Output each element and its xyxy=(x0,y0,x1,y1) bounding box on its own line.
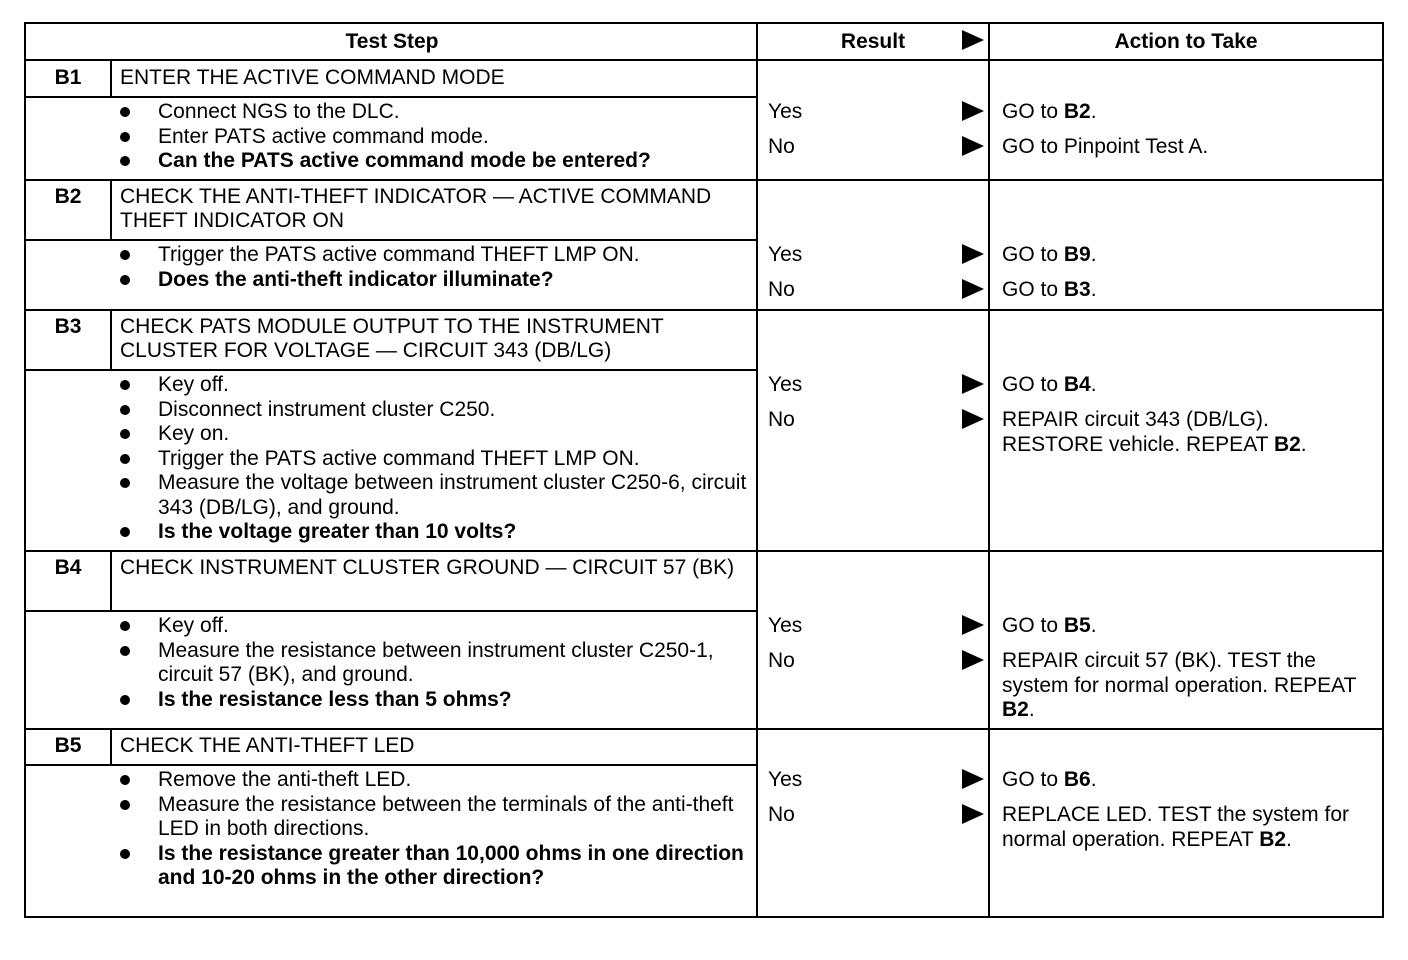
action-text xyxy=(1002,768,1372,793)
action-text xyxy=(1002,649,1372,723)
result-yes: Yes xyxy=(768,243,803,266)
result-arrow-icon xyxy=(962,244,984,264)
step-procedure-list xyxy=(116,243,766,292)
step-id-divider xyxy=(110,728,112,764)
step-title-underline xyxy=(26,239,758,241)
step-instruction xyxy=(116,614,766,639)
step-id: B5 xyxy=(54,734,82,757)
step-procedure-list xyxy=(116,614,766,712)
step-question xyxy=(116,520,766,545)
action-text-main: GO to xyxy=(1002,614,1064,637)
action-text-end: . xyxy=(1090,768,1097,791)
result-no: No xyxy=(768,649,795,672)
bullet-text: Can the PATS active command mode be entered? xyxy=(158,149,651,172)
step-title-underline xyxy=(26,96,758,98)
action-text xyxy=(1002,373,1372,398)
result-yes: Yes xyxy=(768,614,803,637)
result-arrow-icon xyxy=(962,650,984,670)
result-arrow-icon xyxy=(962,101,984,121)
result-no: No xyxy=(768,135,795,158)
action-text-main: REPAIR circuit 57 (BK). TEST the system for normal operation. REPEAT xyxy=(1002,649,1357,697)
step-question xyxy=(116,149,766,174)
bullet-text: Measure the resistance between the terminals of the anti-theft LED in both directions. xyxy=(158,792,734,840)
step-instruction xyxy=(116,398,766,423)
bullet-text: Key off. xyxy=(158,614,229,637)
step-id-divider xyxy=(110,179,112,239)
result-arrow-icon xyxy=(962,804,984,824)
step-procedure-list xyxy=(116,373,766,545)
step-instruction xyxy=(116,243,766,268)
action-text-main: GO to xyxy=(1002,768,1064,791)
step-title-underline xyxy=(26,610,758,612)
step-row-divider xyxy=(26,179,1382,181)
step-instruction xyxy=(116,100,766,125)
header-divider xyxy=(26,59,1382,61)
step-title-underline xyxy=(26,764,758,766)
step-instruction xyxy=(116,793,766,842)
bullet-icon xyxy=(120,478,130,488)
action-step-ref: B2 xyxy=(1259,827,1287,851)
step-title: CHECK THE ANTI-THEFT LED xyxy=(120,734,415,757)
bullet-icon xyxy=(120,849,130,859)
step-instruction xyxy=(116,471,766,520)
step-id: B2 xyxy=(54,185,82,208)
bullet-icon xyxy=(120,800,130,810)
action-step-ref: B5 xyxy=(1063,614,1091,637)
action-text xyxy=(1002,803,1372,852)
action-text-end: . xyxy=(1286,827,1292,851)
header-test-step: Test Step xyxy=(345,30,439,53)
step-title: CHECK INSTRUMENT CLUSTER GROUND — CIRCUIT 57 (BK) xyxy=(120,556,735,579)
bullet-text: Measure the voltage between instrument cluster C250-6, circuit 343 (DB/LG), and ground. xyxy=(158,471,747,519)
action-text-main: GO to xyxy=(1002,100,1064,123)
column-divider-action xyxy=(988,24,990,916)
action-text-end: . xyxy=(1028,698,1035,721)
action-step-ref: B9 xyxy=(1063,243,1091,266)
bullet-icon xyxy=(120,275,130,285)
action-text-end: . xyxy=(1090,373,1097,396)
action-text-end: . xyxy=(1090,278,1097,301)
bullet-icon xyxy=(120,775,130,785)
header-arrow-icon xyxy=(962,30,984,50)
action-text-end: . xyxy=(1090,614,1097,637)
action-step-ref: B2 xyxy=(1063,100,1091,123)
bullet-icon xyxy=(120,380,130,390)
action-step-ref: B2 xyxy=(1273,432,1301,456)
bullet-text: Trigger the PATS active command THEFT LMP ON. xyxy=(158,243,640,266)
result-arrow-icon xyxy=(962,374,984,394)
step-instruction xyxy=(116,768,766,793)
step-question xyxy=(116,268,766,293)
step-title: ENTER THE ACTIVE COMMAND MODE xyxy=(120,66,505,89)
bullet-text: Connect NGS to the DLC. xyxy=(158,100,400,123)
header-action: Action to Take xyxy=(1114,30,1258,53)
action-text xyxy=(1002,135,1372,160)
step-question xyxy=(116,842,766,891)
step-instruction xyxy=(116,639,766,688)
bullet-icon xyxy=(120,646,130,656)
result-arrow-icon xyxy=(962,769,984,789)
bullet-text: Is the resistance greater than 10,000 ohms in one direction and 10-20 ohms in the other direction? xyxy=(158,841,744,889)
step-id-divider xyxy=(110,550,112,610)
action-text xyxy=(1002,278,1372,303)
action-text-main: GO to xyxy=(1002,373,1064,396)
action-text-main: GO to Pinpoint Test A. xyxy=(1002,135,1209,158)
action-step-ref: B2 xyxy=(1002,698,1029,721)
bullet-text: Enter PATS active command mode. xyxy=(158,124,489,148)
bullet-icon xyxy=(120,429,130,439)
bullet-text: Measure the resistance between instrument cluster C250-1, circuit 57 (BK), and ground. xyxy=(158,638,714,686)
step-title-underline xyxy=(26,369,758,371)
step-title: CHECK PATS MODULE OUTPUT TO THE INSTRUMENT CLUSTER FOR VOLTAGE — CIRCUIT 343 (DB/LG) xyxy=(120,315,664,362)
bullet-icon xyxy=(120,405,130,415)
step-row-divider xyxy=(26,309,1382,311)
bullet-text: Disconnect instrument cluster C250. xyxy=(158,397,496,421)
result-no: No xyxy=(768,803,795,826)
step-instruction xyxy=(116,125,766,150)
action-step-ref: B4 xyxy=(1063,373,1091,396)
bullet-icon xyxy=(120,527,130,537)
action-text-end: . xyxy=(1300,432,1307,456)
result-yes: Yes xyxy=(768,768,803,791)
step-row-divider xyxy=(26,728,1382,730)
action-text-main: REPAIR circuit 343 (DB/LG). RESTORE vehicle. REPEAT xyxy=(1002,408,1274,456)
step-procedure-list xyxy=(116,100,766,174)
step-id-divider xyxy=(110,309,112,369)
result-no: No xyxy=(768,278,795,301)
bullet-icon xyxy=(120,132,130,142)
action-text xyxy=(1002,243,1372,268)
step-id: B1 xyxy=(54,66,82,89)
step-id: B4 xyxy=(54,556,82,579)
action-text-main: REPLACE LED. TEST the system for normal operation. REPEAT xyxy=(1002,803,1350,851)
bullet-text: Key off. xyxy=(158,373,229,396)
step-id: B3 xyxy=(54,315,82,338)
action-text-main: GO to xyxy=(1002,243,1064,266)
bullet-text: Key on. xyxy=(158,422,230,445)
bullet-icon xyxy=(120,107,130,117)
bullet-text: Trigger the PATS active command THEFT LMP ON. xyxy=(158,446,640,470)
header-result: Result xyxy=(840,30,906,53)
action-step-ref: B6 xyxy=(1063,768,1091,791)
test-step-table xyxy=(24,22,1384,918)
step-procedure-list xyxy=(116,768,766,891)
result-arrow-icon xyxy=(962,615,984,635)
bullet-icon xyxy=(120,621,130,631)
action-text xyxy=(1002,408,1372,457)
result-no: No xyxy=(768,408,795,431)
result-arrow-icon xyxy=(962,409,984,429)
action-text-end: . xyxy=(1090,100,1097,123)
step-row-divider xyxy=(26,550,1382,552)
result-arrow-icon xyxy=(962,136,984,156)
bullet-text: Is the voltage greater than 10 volts? xyxy=(158,520,517,543)
step-instruction xyxy=(116,447,766,472)
result-arrow-icon xyxy=(962,279,984,299)
bullet-text: Remove the anti-theft LED. xyxy=(158,768,412,791)
step-id-divider xyxy=(110,60,112,96)
step-instruction xyxy=(116,373,766,398)
action-step-ref: B3 xyxy=(1063,278,1091,301)
action-text xyxy=(1002,100,1372,125)
step-question xyxy=(116,688,766,713)
step-instruction xyxy=(116,422,766,447)
bullet-icon xyxy=(120,250,130,260)
step-title: CHECK THE ANTI-THEFT INDICATOR — ACTIVE COMMAND THEFT INDICATOR ON xyxy=(120,185,712,232)
action-text-main: GO to xyxy=(1002,278,1064,301)
result-yes: Yes xyxy=(768,100,803,123)
bullet-text: Does the anti-theft indicator illuminate? xyxy=(158,267,554,291)
bullet-text: Is the resistance less than 5 ohms? xyxy=(158,687,512,711)
bullet-icon xyxy=(120,695,130,705)
result-yes: Yes xyxy=(768,373,803,396)
action-text-end: . xyxy=(1090,243,1097,266)
bullet-icon xyxy=(120,156,130,166)
action-text xyxy=(1002,614,1372,639)
bullet-icon xyxy=(120,454,130,464)
